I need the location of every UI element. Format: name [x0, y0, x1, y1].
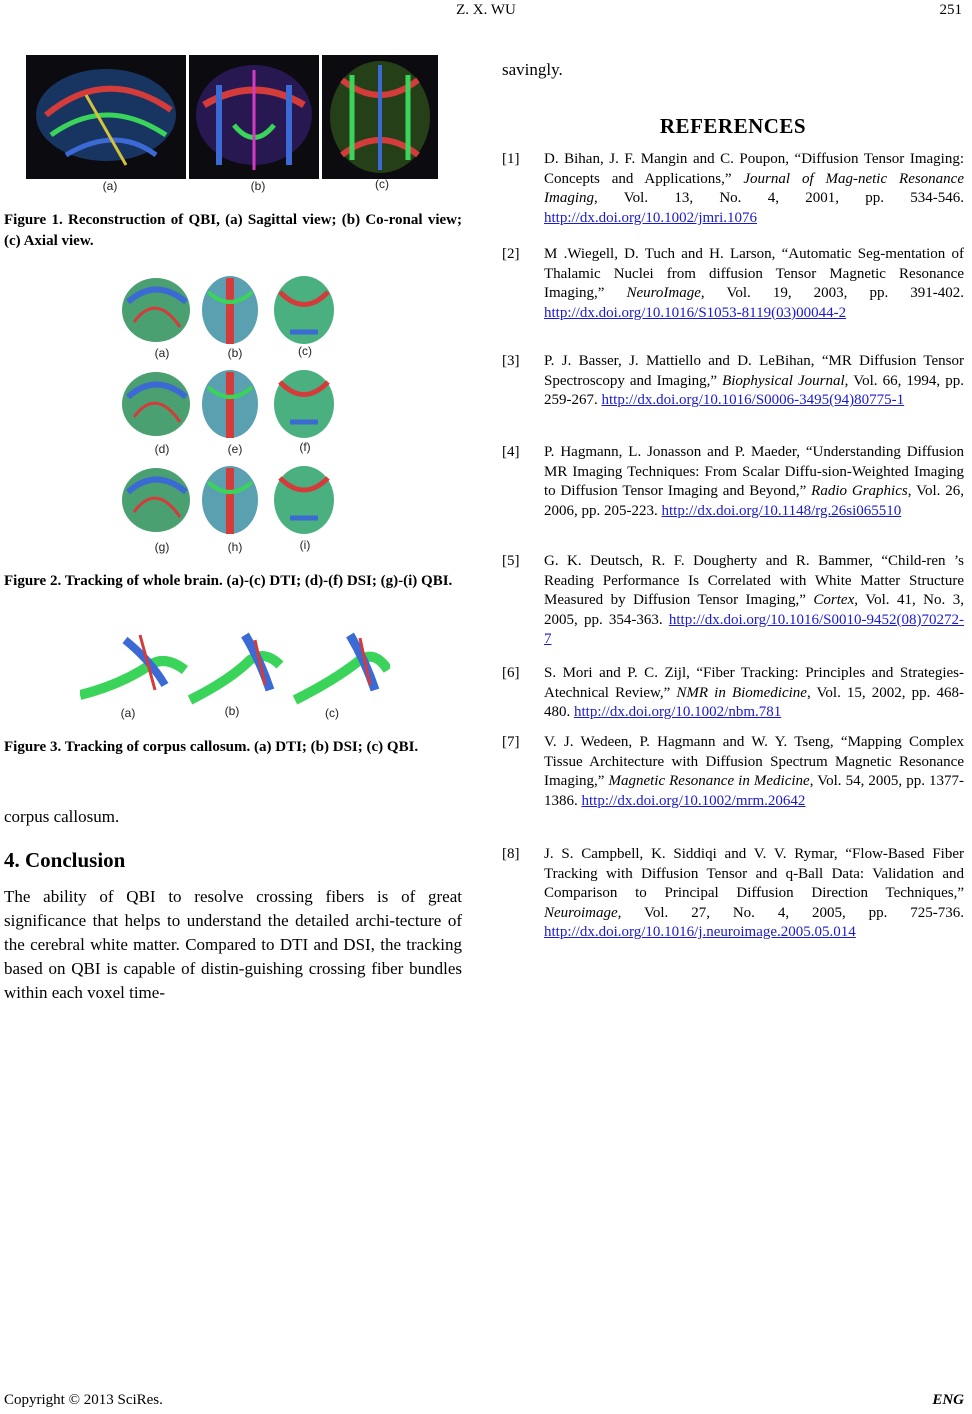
reference-details: , Vol. 19, 2003, pp. 391-402.	[700, 285, 964, 302]
figure-3	[80, 630, 390, 722]
page-number: 251	[939, 2, 962, 18]
reference-journal: Journal of Mag-netic Resonance Imaging	[544, 170, 964, 207]
reference-doi-link[interactable]: http://dx.doi.org/10.1016/S0010-9452(08)70272-7	[544, 611, 964, 648]
reference-number: [5]	[502, 553, 520, 569]
axial-view-image	[322, 55, 438, 179]
reference-number: [3]	[502, 353, 520, 369]
reference-number: [7]	[502, 734, 520, 750]
reference-number: [6]	[502, 665, 520, 681]
figure-2-row-3	[122, 466, 334, 534]
figure-2-label-i: (i)	[299, 538, 311, 552]
figure-2-label-f: (f)	[299, 440, 311, 454]
reference-journal: Neuroimage	[544, 904, 618, 921]
reference-text: S. Mori and P. C. Zijl, “Fiber Tracking: Principles and Strategies-Atechnical Review,”	[544, 665, 964, 701]
figure-3-label-c: (c)	[325, 706, 339, 720]
sagittal-view-image	[26, 55, 186, 179]
reference-number: [8]	[502, 846, 520, 862]
figure-2-label-e: (e)	[227, 442, 243, 456]
reference-item-4	[502, 443, 964, 521]
reference-journal: NeuroImage	[626, 285, 701, 302]
reference-text: P. J. Basser, J. Mattiello and D. LeBihan, “MR Diffusion Tensor Spectroscopy and Imaging,”	[544, 353, 964, 389]
reference-details: , Vol. 54, 2005, pp. 1377-1386.	[544, 773, 964, 809]
figure-1-panel-c	[322, 55, 438, 179]
reference-text: D. Bihan, J. F. Mangin and C. Poupon, “Diffusion Tensor Imaging: Concepts and Applications,”	[544, 151, 964, 187]
running-header-author: Z. X. WU	[456, 2, 516, 18]
reference-doi-link[interactable]: http://dx.doi.org/10.1016/S0006-3495(94)80775-1	[601, 392, 905, 409]
footer-journal-abbrev: ENG	[932, 1392, 964, 1408]
figure-2-label-b: (b)	[227, 346, 243, 360]
reference-item-3	[502, 352, 964, 411]
reference-item-5	[502, 552, 964, 650]
reference-doi-link[interactable]: http://dx.doi.org/10.1002/mrm.20642	[581, 792, 806, 809]
figure-3-image	[80, 630, 390, 708]
reference-journal: Biophysical Journal	[722, 372, 845, 389]
figure-1-panel-a	[26, 55, 186, 179]
reference-doi-link[interactable]: http://dx.doi.org/10.1148/rg.26si065510	[661, 502, 902, 519]
figure-2-label-h: (h)	[227, 540, 243, 554]
reference-doi-link[interactable]: http://dx.doi.org/10.1002/jmri.1076	[544, 209, 758, 226]
reference-doi-link[interactable]: http://dx.doi.org/10.1016/j.neuroimage.2005.05.014	[544, 924, 856, 941]
reference-details: , Vol. 26, 2006, pp. 205-223.	[544, 483, 965, 519]
figure-3-label-b: (b)	[224, 704, 240, 718]
reference-details: , Vol. 13, No. 4, 2001, pp. 534-546.	[594, 190, 964, 207]
reference-text: G. K. Deutsch, R. F. Dougherty and R. Bammer, “Child-ren ’s Reading Performance Is Correlated with White Matter Structure Measured by Diffusion Tensor Imaging,”	[544, 553, 964, 609]
reference-details: , Vol. 15, 2002, pp. 468-480.	[544, 684, 964, 721]
figure-2-label-c: (c)	[298, 344, 312, 358]
reference-text: P. Hagmann, L. Jonasson and P. Maeder, “Understanding Diffusion MR Imaging Techniques: From Scalar Diffu-sion-Weighted Imaging to Diffusion Tensor Imaging and Beyond,”	[544, 444, 964, 500]
reference-journal: Magnetic Resonance in Medicine	[608, 773, 810, 790]
figure-2-label-a: (a)	[154, 346, 170, 360]
reference-item-6	[502, 664, 964, 723]
reference-journal: Cortex	[813, 592, 855, 609]
figure-2-row-1	[122, 276, 334, 344]
reference-item-8	[502, 845, 964, 943]
reference-details: , Vol. 66, 1994, pp. 259-267.	[544, 372, 964, 409]
reference-doi-link[interactable]: http://dx.doi.org/10.1016/S1053-8119(03)00044-2	[544, 304, 847, 321]
figure-2-label-g: (g)	[154, 540, 170, 554]
reference-number: [4]	[502, 444, 520, 460]
figure-1-label-b: (b)	[250, 179, 266, 193]
body-fragment-right: savingly.	[502, 60, 563, 79]
reference-number: [1]	[502, 151, 520, 167]
reference-text: J. S. Campbell, K. Siddiqi and V. V. Rymar, “Flow-Based Fiber Tracking with Diffusion Tensor and q-Ball Data: Validation and Comparison to Principal Diffusion Direction Techniques,”	[544, 846, 964, 902]
figure-3-label-a: (a)	[120, 706, 136, 720]
figure-1	[26, 55, 438, 195]
reference-details: , Vol. 27, No. 4, 2005, pp. 725-736.	[617, 904, 964, 921]
reference-item-1	[502, 150, 964, 228]
conclusion-paragraph: The ability of QBI to resolve crossing fibers is of great significance that helps to understand the detailed archi-tecture of the cerebral white matter. Compared to DTI and DSI, the tracking based on QBI is capable of distin-guishing crossing fiber bundles within each voxel time-	[4, 887, 462, 1002]
section-heading-conclusion: 4. Conclusion	[4, 848, 126, 872]
figure-1-label-c: (c)	[375, 177, 389, 191]
figure-2-grid-image	[120, 272, 342, 560]
reference-text: M .Wiegell, D. Tuch and H. Larson, “Automatic Seg-mentation of Thalamic Nuclei from diffusion Tensor Magnetic Resonance Imaging,”	[544, 246, 964, 302]
figure-2-label-d: (d)	[154, 442, 170, 456]
reference-item-7	[502, 733, 964, 811]
footer-copyright: Copyright © 2013 SciRes.	[4, 1392, 163, 1408]
figure-1-panel-b	[189, 55, 319, 179]
figure-1-caption: Figure 1. Reconstruction of QBI, (a) Sagittal view; (b) Co-ronal view; (c) Axial view.	[4, 212, 462, 249]
figure-1-label-a: (a)	[102, 179, 118, 193]
figure-2-caption: Figure 2. Tracking of whole brain. (a)-(c) DTI; (d)-(f) DSI; (g)-(i) QBI.	[4, 573, 453, 589]
reference-text: V. J. Wedeen, P. Hagmann and W. Y. Tseng, “Mapping Complex Tissue Architecture with Diffusion Spectrum Magnetic Resonance Imaging,”	[544, 734, 964, 790]
reference-journal: NMR in Biomedicine	[676, 684, 807, 701]
reference-item-2	[502, 245, 964, 323]
reference-details: , Vol. 41, No. 3, 2005, pp. 354-363.	[544, 592, 964, 628]
reference-number: [2]	[502, 246, 520, 262]
coronal-view-image	[189, 55, 319, 179]
figure-2-row-2	[122, 370, 334, 438]
figure-2	[120, 272, 342, 560]
body-fragment-left: corpus callosum.	[4, 807, 120, 826]
figure-3-caption: Figure 3. Tracking of corpus callosum. (a) DTI; (b) DSI; (c) QBI.	[4, 739, 419, 755]
reference-journal: Radio Graphics	[811, 483, 908, 500]
references-title: REFERENCES	[659, 114, 807, 138]
reference-doi-link[interactable]: http://dx.doi.org/10.1002/nbm.781	[574, 704, 782, 721]
